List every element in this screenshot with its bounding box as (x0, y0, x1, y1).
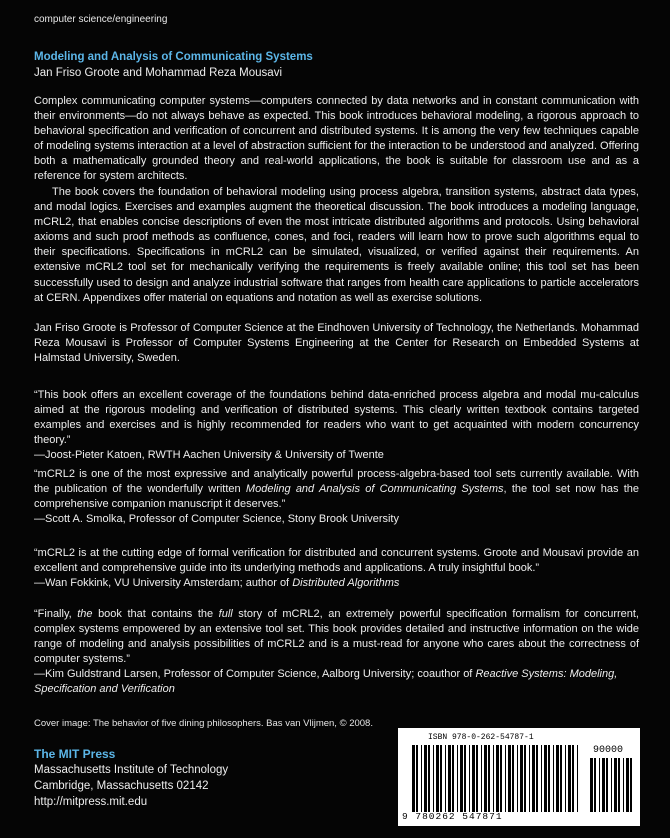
isbn-barcode (398, 728, 640, 826)
endorsement-quote (34, 607, 639, 698)
description-paragraph-1: Complex communicating computer systems—computers connected by data networks and in constant communication with their environments—do not always behave as expected. This book introduces behavioral modeling, a rigorous approach to behavioral specification and verification of concurrent and distributed systems. It is among the very few techniques capable of modeling systems interaction at a level of abstraction sufficient for the interaction to be understood and analyzed. Offering both a mathematically grounded theory and real-world applications, the book is suitable for classroom use and as a reference for system architects. (34, 95, 639, 183)
endorsement-quote (34, 546, 639, 591)
endorsement-quote (34, 388, 639, 463)
isbn-text: ISBN 978-0-262-54787-1 (428, 733, 534, 742)
attribution-book-title: Distributed Algorithms (292, 577, 400, 590)
cover-image-credit: Cover image: The behavior of five dining philosophers. Bas van Vlijmen, © 2008. (34, 718, 373, 729)
barcode-digits: 9 780262 547871 (402, 811, 503, 822)
publisher-address-line: Massachusetts Institute of Technology (34, 764, 229, 776)
publisher-url: http://mitpress.mit.edu (34, 796, 148, 808)
attribution-text: —Kim Guldstrand Larsen, Professor of Computer Science, Aalborg University; coauthor of (34, 668, 476, 681)
quote-attribution: —Scott A. Smolka, Professor of Computer Science, Stony Brook University (34, 513, 399, 526)
book-authors: Jan Friso Groote and Mohammad Reza Mousavi (34, 67, 282, 79)
publisher-name: The MIT Press (34, 747, 116, 761)
quote-text: , the tool set now has the comprehensive companion manuscript it deserves.” (34, 483, 640, 511)
quote-emphasis: the (77, 608, 93, 620)
author-bio: Jan Friso Groote is Professor of Computer Science at the Eindhoven University of Technology, the Netherlands. Mohammad Reza Mousavi is Professor of Computer Systems Engineering at the Center for Research on Embedded Systems at Halmstad University, Sweden. (34, 322, 639, 365)
quote-text: “mCRL2 is at the cutting edge of formal verification for distributed and concurrent systems. Groote and Mousavi provide an excellent and comprehensive guide into its underlying methods and applications. A truly insightful book.” (34, 547, 639, 575)
description-paragraph-2: The book covers the foundation of behavioral modeling using process algebra, transition systems, abstract data types, and modal logics. Exercises and examples augment the theoretical discussion. The book introduces a modeling language, mCRL2, that enables concise descriptions of even the most intricate distributed algorithms and protocols. Using behavioral axioms and such proof methods as confluence, cones, and foci, readers will learn how to prove such algorithms equal to their specifications. Specifications in mCRL2 can be simulated, visualized, or verified against their requirements. An extensive mCRL2 tool set for mechanically verifying the requirements is freely available online; this tool set has been successfully used to design and analyze industrial software that ranges from health care applications to particle accelerators at CERN. Appendixes offer material on equations and notation as well as exercise solutions. (34, 186, 639, 304)
quote-text: book that contains the (92, 608, 219, 620)
endorsement-quote (34, 467, 639, 527)
quote-text: story of mCRL2, an extremely powerful specification formalism for concurrent, complex systems empowered by an extensive tool set. This book provides detailed and instructive information on the wide range of modeling and analysis possibilities of mCRL2 and is a must-read for anyone who cares about the correctness of computer systems.” (34, 608, 639, 666)
quote-book-title: Modeling and Analysis of Communicating Systems (245, 483, 504, 496)
attribution-text: —Wan Fokkink, VU University Amsterdam; author of (34, 577, 293, 590)
quote-attribution (34, 576, 639, 591)
attribution-book-title: Reactive Systems: Modeling, Specification and Verification (34, 668, 618, 696)
quote-attribution: —Joost-Pieter Katoen, RWTH Aachen University & University of Twente (34, 449, 384, 462)
quote-text: “mCRL2 is one of the most expressive and analytically powerful process-algebra-based tool sets currently available. With the publication of the wonderfully written (34, 468, 639, 496)
quote-attribution (34, 667, 639, 697)
publisher-address-line: Cambridge, Massachusetts 02142 (34, 780, 209, 792)
book-title: Modeling and Analysis of Communicating Systems (34, 51, 313, 63)
price-code: 90000 (593, 745, 624, 756)
quote-text: “This book offers an excellent coverage of the foundations behind data-enriched process algebra and modal mu-calculus aimed at the rigorous modeling and verification of distributed systems. This clearly written textbook contains targeted examples and exercises and is highly recommended for readers who want to get acquainted with modern concurrency theory.” (34, 389, 639, 447)
quote-emphasis: full (218, 608, 233, 620)
category-label: computer science/engineering (34, 14, 168, 25)
quote-text: “Finally, (34, 608, 78, 620)
